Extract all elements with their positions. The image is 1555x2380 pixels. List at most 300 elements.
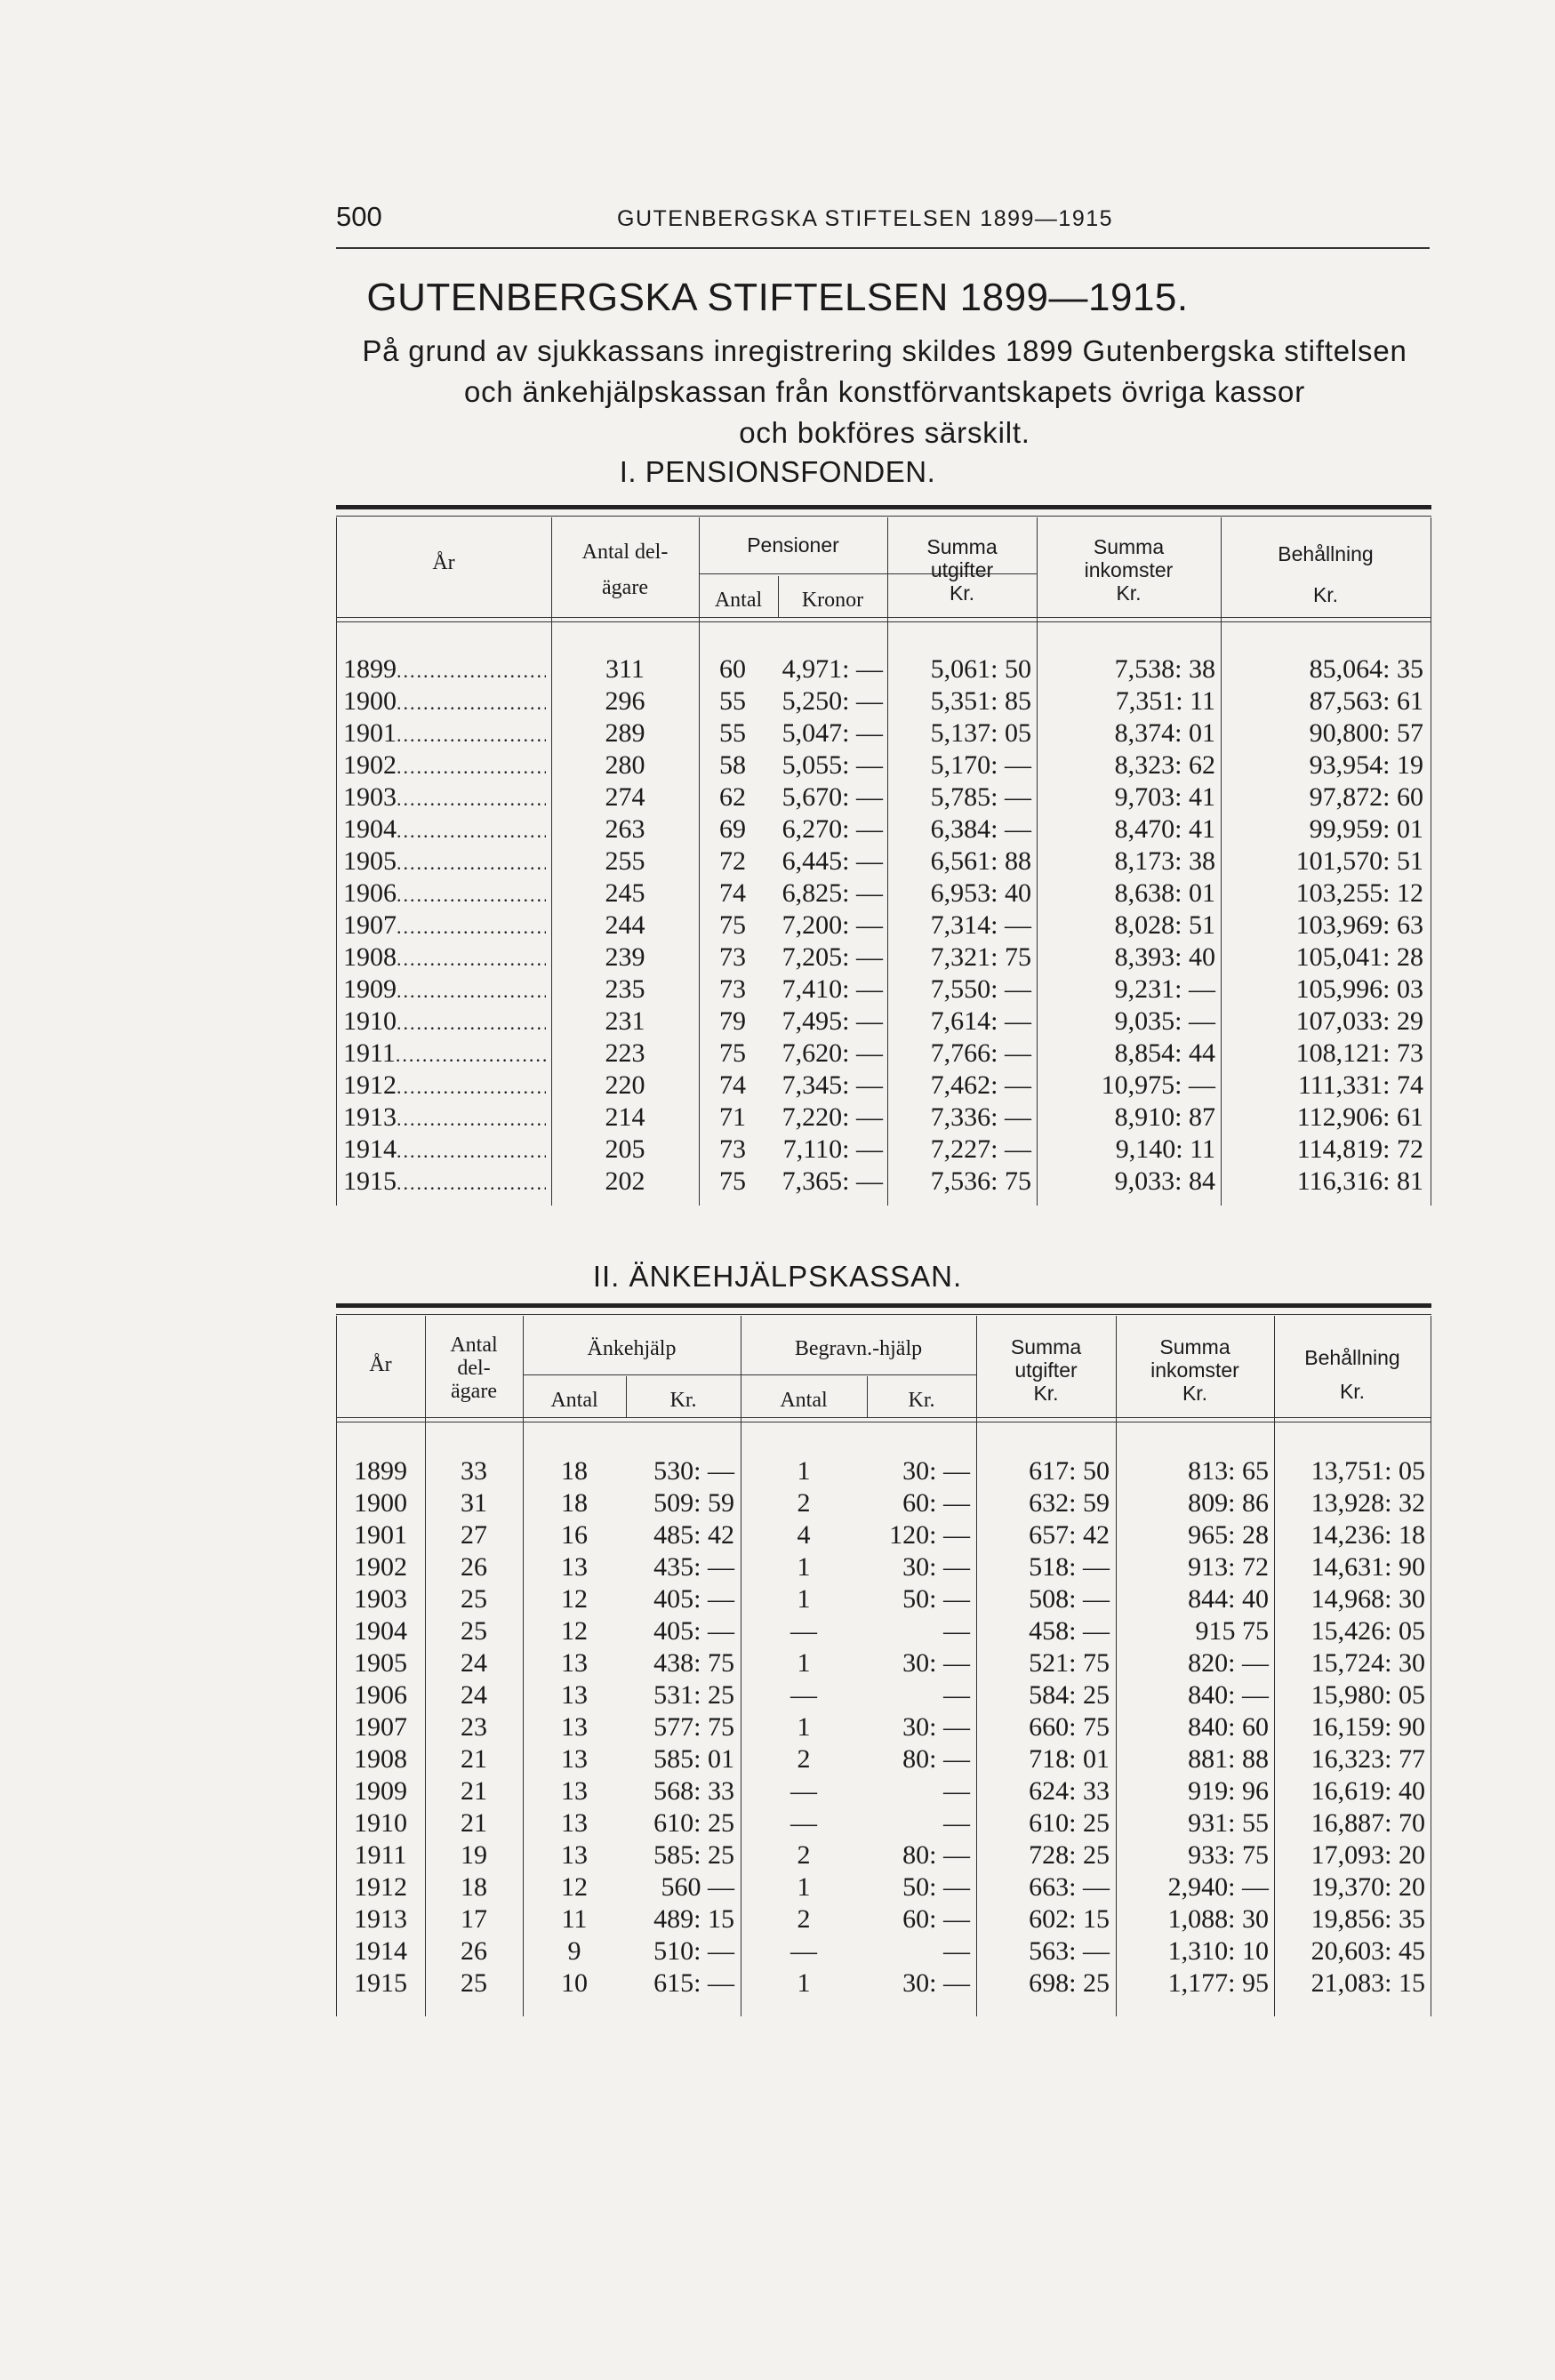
cell-income: 844: 40 [1188,1584,1269,1614]
cell-income: 840: 60 [1188,1712,1269,1742]
cell-members: 263 [605,814,645,844]
cell-pensions-kronor: 7,220: — [782,1102,883,1132]
cell-pensions-kronor: 5,250: — [782,686,883,716]
cell-expenses: 6,953: 40 [930,878,1031,908]
cell-balance: 19,370: 20 [1311,1872,1425,1902]
header-widow-aid-kr: Kr. [669,1389,697,1412]
cell-widow-aid-count: 13 [561,1808,588,1838]
cell-expenses: 7,614: — [930,1006,1031,1036]
cell-balance: 97,872: 60 [1309,782,1423,812]
cell-year: 1909 ..... [343,974,546,1005]
table-row [336,1456,1431,1487]
cell-members: 26 [461,1936,487,1966]
cell-expenses: 7,336: — [930,1102,1031,1132]
header-members-line: del- [457,1357,491,1380]
cell-year: 1908 [354,1744,407,1774]
cell-members: 24 [461,1680,487,1710]
cell-income: 2,940: — [1167,1872,1269,1902]
cell-members: 25 [461,1968,487,1998]
cell-burial-aid-count: 1 [797,1552,811,1582]
cell-income: 7,538: 38 [1114,654,1215,684]
intro-line: och bokföres särskilt. [739,416,1030,449]
cell-balance: 105,996: 03 [1295,974,1423,1004]
cell-year: 1903 [354,1584,407,1614]
cell-burial-aid-kr: 30: — [902,1968,970,1998]
cell-balance: 108,121: 73 [1295,1038,1423,1068]
table-row [336,1808,1431,1839]
cell-year: 1906 [354,1680,407,1710]
header-bottom-rule [336,617,1431,622]
cell-balance: 13,928: 32 [1311,1488,1425,1518]
header-expenses-line: utgifter [1014,1358,1078,1382]
cell-members: 280 [605,750,645,780]
header-year: År [432,551,455,574]
cell-income: 1,088: 30 [1167,1904,1269,1934]
cell-widow-aid-count: 13 [561,1680,588,1710]
cell-widow-aid-count: 13 [561,1840,588,1870]
cell-income: 881: 88 [1188,1744,1269,1774]
cell-year: 1911 ..... [343,1038,546,1069]
cell-members: 23 [461,1712,487,1742]
table-row [336,1904,1431,1935]
cell-income: 10,975: — [1101,1070,1215,1100]
cell-members: 244 [605,910,645,940]
header-members-line: Antal [450,1334,498,1357]
cell-year: 1915 ..... [343,1166,546,1197]
cell-burial-aid-count: 1 [797,1712,811,1742]
cell-pensions-kronor: 7,200: — [782,910,883,940]
cell-pensions-kronor: 5,670: — [782,782,883,812]
cell-income: 809: 86 [1188,1488,1269,1518]
cell-balance: 13,751: 05 [1311,1456,1425,1486]
table-row [336,1872,1431,1903]
cell-expenses: 458: — [1029,1616,1110,1646]
cell-members: 31 [461,1488,487,1518]
cell-year: 1906 ..... [343,878,546,909]
cell-pensions-kronor: 7,205: — [782,942,883,972]
cell-widow-aid-kr: 405: — [653,1616,734,1646]
header-balance-line: Behållning [1304,1346,1400,1369]
header-expenses-line: utgifter [930,558,994,581]
cell-income: 8,854: 44 [1114,1038,1215,1068]
cell-balance: 16,887: 70 [1311,1808,1425,1838]
cell-members: 231 [605,1006,645,1036]
cell-expenses: 698: 25 [1029,1968,1110,1998]
cell-year: 1914 ..... [343,1134,546,1165]
cell-members: 26 [461,1552,487,1582]
intro-line: och änkehjälpskassan från konstförvantskapets övriga kassor [463,375,1305,408]
table-row [336,1166,1431,1198]
cell-balance: 85,064: 35 [1309,654,1423,684]
cell-pensions-count: 75 [719,910,746,940]
cell-balance: 17,093: 20 [1311,1840,1425,1870]
cell-expenses: 617: 50 [1029,1456,1110,1486]
cell-pensions-kronor: 7,410: — [782,974,883,1004]
header-members-line: ägare [451,1380,497,1403]
cell-balance: 19,856: 35 [1311,1904,1425,1934]
cell-pensions-count: 55 [719,686,746,716]
cell-expenses: 660: 75 [1029,1712,1110,1742]
cell-year: 1902 [354,1552,407,1582]
cell-balance: 116,316: 81 [1296,1166,1423,1196]
cell-burial-aid-kr: 60: — [902,1488,970,1518]
cell-year: 1911 [354,1840,407,1870]
cell-year: 1910 [354,1808,407,1838]
cell-members: 33 [461,1456,487,1486]
cell-members: 214 [605,1102,645,1132]
table-row [336,654,1431,685]
cell-income: 1,310: 10 [1167,1936,1269,1966]
cell-balance: 21,083: 15 [1311,1968,1425,1998]
header-income [1037,535,1221,605]
cell-widow-aid-count: 13 [561,1648,588,1678]
cell-pensions-kronor: 5,055: — [782,750,883,780]
cell-balance: 112,906: 61 [1296,1102,1423,1132]
cell-pensions-count: 75 [719,1038,746,1068]
cell-burial-aid-kr: — [943,1616,970,1646]
cell-widow-aid-count: 10 [561,1968,588,1998]
cell-pensions-count: 62 [719,782,746,812]
cell-members: 255 [605,846,645,876]
cell-pensions-kronor: 5,047: — [782,718,883,748]
header-widow-aid: Änkehjälp [587,1337,677,1360]
cell-balance: 99,959: 01 [1309,814,1423,844]
cell-members: 274 [605,782,645,812]
cell-income: 8,638: 01 [1114,878,1215,908]
cell-pensions-kronor: 7,345: — [782,1070,883,1100]
table-row [336,1070,1431,1102]
cell-widow-aid-count: 11 [561,1904,588,1934]
cell-burial-aid-count: — [790,1680,817,1710]
cell-widow-aid-kr: 585: 25 [653,1840,734,1870]
cell-members: 245 [605,878,645,908]
table-row [336,814,1431,845]
cell-burial-aid-kr: — [943,1936,970,1966]
cell-members: 21 [461,1744,487,1774]
cell-pensions-kronor: 6,825: — [782,878,883,908]
cell-expenses: 7,550: — [930,974,1031,1004]
cell-expenses: 5,170: — [930,750,1031,780]
table-row [336,1488,1431,1519]
header-burial-aid: Begravn.-hjälp [794,1337,923,1360]
cell-burial-aid-count: 2 [797,1744,811,1774]
cell-expenses: 7,462: — [930,1070,1031,1100]
cell-widow-aid-kr: 405: — [653,1584,734,1614]
header-members [425,1334,523,1403]
cell-pensions-kronor: 6,445: — [782,846,883,876]
cell-members: 289 [605,718,645,748]
cell-year: 1912 ..... [343,1070,546,1101]
cell-year: 1900 ..... [343,686,546,717]
table-row [336,1584,1431,1615]
cell-burial-aid-count: 1 [797,1872,811,1902]
cell-balance: 20,603: 45 [1311,1936,1425,1966]
cell-income: 913: 72 [1188,1552,1269,1582]
table-row [336,1038,1431,1070]
table-row [336,1648,1431,1679]
header-widow-aid-count: Antal [550,1389,598,1412]
cell-pensions-count: 72 [719,846,746,876]
cell-expenses: 7,227: — [930,1134,1031,1164]
cell-year: 1915 [354,1968,407,1998]
cell-members: 220 [605,1070,645,1100]
cell-expenses: 718: 01 [1029,1744,1110,1774]
cell-widow-aid-count: 12 [561,1584,588,1614]
running-title: GUTENBERGSKA STIFTELSEN 1899—1915 [617,206,1114,231]
cell-expenses: 6,561: 88 [930,846,1031,876]
cell-expenses: 7,766: — [930,1038,1031,1068]
header-members-line1: Antal del- [581,541,669,564]
cell-pensions-count: 74 [719,1070,746,1100]
cell-members: 21 [461,1808,487,1838]
cell-income: 8,470: 41 [1114,814,1215,844]
header-balance-line: Behållning [1278,542,1374,565]
intro-line: På grund av sjukkassans inregistrering skildes 1899 Gutenbergska stiftelsen [362,334,1407,367]
table-row [336,942,1431,974]
cell-balance: 107,033: 29 [1295,1006,1423,1036]
cell-income: 7,351: 11 [1115,686,1215,716]
cell-widow-aid-kr: 560 — [661,1872,734,1902]
cell-widow-aid-kr: 577: 75 [653,1712,734,1742]
header-expenses-line: Kr. [949,581,975,605]
cell-pensions-kronor: 6,270: — [782,814,883,844]
header-rule [336,247,1430,249]
header-members-line2: ägare [602,576,648,599]
cell-burial-aid-count: 1 [797,1648,811,1678]
cell-widow-aid-kr: 530: — [653,1456,734,1486]
section-heading-widow-fund: II. ÄNKEHJÄLPSKASSAN. [592,1260,963,1293]
cell-widow-aid-kr: 615: — [653,1968,734,1998]
cell-burial-aid-kr: 30: — [902,1648,970,1678]
cell-balance: 105,041: 28 [1295,942,1423,972]
cell-pensions-count: 79 [719,1006,746,1036]
cell-year: 1907 [354,1712,407,1742]
cell-burial-aid-kr: — [943,1680,970,1710]
cell-widow-aid-kr: 438: 75 [653,1648,734,1678]
table-row [336,1102,1431,1134]
header-balance-line: Kr. [1312,583,1339,606]
cell-expenses: 7,536: 75 [930,1166,1031,1196]
cell-members: 21 [461,1776,487,1806]
header-income-line: inkomster [1084,558,1174,581]
cell-pensions-kronor: 7,620: — [782,1038,883,1068]
cell-income: 931: 55 [1188,1808,1269,1838]
cell-income: 9,703: 41 [1114,782,1215,812]
cell-burial-aid-kr: — [943,1808,970,1838]
cell-balance: 103,255: 12 [1295,878,1423,908]
cell-balance: 101,570: 51 [1295,846,1423,876]
cell-pensions-count: 71 [719,1102,746,1132]
header-bottom-rule [336,1417,1431,1422]
table-row [336,1616,1431,1647]
cell-widow-aid-count: 13 [561,1552,588,1582]
cell-balance: 16,323: 77 [1311,1744,1425,1774]
running-head [336,201,1430,245]
cell-members: 19 [461,1840,487,1870]
cell-year: 1909 [354,1776,407,1806]
cell-widow-aid-kr: 435: — [653,1552,734,1582]
cell-income: 8,393: 40 [1114,942,1215,972]
cell-members: 296 [605,686,645,716]
cell-year: 1901 [354,1520,407,1550]
cell-pensions-count: 74 [719,878,746,908]
cell-balance: 16,619: 40 [1311,1776,1425,1806]
cell-balance: 114,819: 72 [1296,1134,1423,1164]
cell-year: 1905 ..... [343,846,546,877]
cell-balance: 93,954: 19 [1309,750,1423,780]
cell-widow-aid-count: 12 [561,1616,588,1646]
cell-income: 9,033: 84 [1114,1166,1215,1196]
cell-widow-aid-count: 9 [567,1936,581,1966]
header-expenses-line: Summa [1010,1335,1082,1358]
cell-pensions-count: 55 [719,718,746,748]
cell-year: 1913 ..... [343,1102,546,1133]
cell-expenses: 663: — [1029,1872,1110,1902]
header-pensions-count: Antal [714,589,763,612]
table-row [336,686,1431,717]
cell-expenses: 657: 42 [1029,1520,1110,1550]
cell-income: 1,177: 95 [1167,1968,1269,1998]
table-row [336,1520,1431,1551]
cell-balance: 14,968: 30 [1311,1584,1425,1614]
header-burial-aid-kr: Kr. [908,1389,935,1412]
cell-expenses: 584: 25 [1029,1680,1110,1710]
table-row [336,1552,1431,1583]
table-row [336,846,1431,877]
cell-year: 1899 ..... [343,654,546,685]
cell-members: 235 [605,974,645,1004]
cell-income: 8,374: 01 [1114,718,1215,748]
cell-widow-aid-kr: 585: 01 [653,1744,734,1774]
cell-income: 915 75 [1195,1616,1269,1646]
header-members [551,541,699,599]
header-income-line: Kr. [1116,581,1142,605]
cell-expenses: 5,351: 85 [930,686,1031,716]
cell-year: 1907 ..... [343,910,546,941]
cell-expenses: 728: 25 [1029,1840,1110,1870]
cell-widow-aid-kr: 531: 25 [653,1680,734,1710]
cell-members: 239 [605,942,645,972]
cell-expenses: 521: 75 [1029,1648,1110,1678]
cell-balance: 111,331: 74 [1297,1070,1423,1100]
cell-burial-aid-count: 1 [797,1584,811,1614]
cell-pensions-count: 75 [719,1166,746,1196]
header-pensions: Pensioner [747,533,839,557]
cell-burial-aid-kr: — [943,1776,970,1806]
header-income-line: Summa [1093,535,1165,558]
cell-balance: 14,631: 90 [1311,1552,1425,1582]
table-top-rule [336,1303,1431,1308]
cell-income: 9,231: — [1114,974,1215,1004]
cell-members: 25 [461,1584,487,1614]
cell-expenses: 563: — [1029,1936,1110,1966]
cell-balance: 15,426: 05 [1311,1616,1425,1646]
cell-year: 1905 [354,1648,407,1678]
cell-income: 9,035: — [1114,1006,1215,1036]
cell-widow-aid-count: 18 [561,1456,588,1486]
header-expenses-line: Summa [926,535,998,558]
cell-pensions-count: 58 [719,750,746,780]
cell-balance: 16,159: 90 [1311,1712,1425,1742]
cell-burial-aid-count: 2 [797,1840,811,1870]
intro-paragraph [320,331,1449,453]
cell-widow-aid-kr: 510: — [653,1936,734,1966]
header-expenses-line: Kr. [1033,1382,1059,1405]
cell-pensions-count: 73 [719,942,746,972]
header-expenses [887,535,1037,605]
cell-members: 25 [461,1616,487,1646]
cell-widow-aid-count: 13 [561,1776,588,1806]
cell-expenses: 632: 59 [1029,1488,1110,1518]
cell-year: 1904 ..... [343,814,546,845]
table-row [336,1680,1431,1711]
cell-income: 965: 28 [1188,1520,1269,1550]
cell-burial-aid-kr: 80: — [902,1744,970,1774]
cell-burial-aid-kr: 50: — [902,1872,970,1902]
cell-burial-aid-count: — [790,1808,817,1838]
cell-members: 205 [605,1134,645,1164]
cell-year: 1903 ..... [343,782,546,813]
cell-year: 1900 [354,1488,407,1518]
cell-burial-aid-kr: 80: — [902,1840,970,1870]
table-top-rule [336,505,1431,509]
cell-burial-aid-count: 2 [797,1488,811,1518]
table-row [336,1968,1431,1999]
cell-burial-aid-kr: 30: — [902,1552,970,1582]
cell-pensions-count: 73 [719,974,746,1004]
table-row [336,782,1431,813]
page-number: 500 [336,201,382,232]
cell-widow-aid-kr: 509: 59 [653,1488,734,1518]
cell-burial-aid-count: 2 [797,1904,811,1934]
cell-burial-aid-kr: 60: — [902,1904,970,1934]
header-income-line: Summa [1159,1335,1230,1358]
table-row [336,878,1431,910]
header-burial-aid-count: Antal [780,1389,828,1412]
cell-widow-aid-count: 16 [561,1520,588,1550]
table-row [336,910,1431,942]
cell-widow-aid-count: 13 [561,1744,588,1774]
header-balance [1221,542,1431,606]
cell-widow-aid-kr: 485: 42 [653,1520,734,1550]
cell-expenses: 602: 15 [1029,1904,1110,1934]
cell-balance: 90,800: 57 [1309,718,1423,748]
table-top-rule-thin [336,516,1431,517]
cell-burial-aid-count: — [790,1776,817,1806]
cell-widow-aid-kr: 610: 25 [653,1808,734,1838]
table-row [336,1134,1431,1166]
cell-members: 18 [461,1872,487,1902]
cell-widow-aid-count: 18 [561,1488,588,1518]
table-row [336,1840,1431,1871]
cell-year: 1904 [354,1616,407,1646]
table-row [336,1776,1431,1807]
header-balance [1274,1346,1431,1403]
cell-members: 202 [605,1166,645,1196]
cell-pensions-kronor: 4,971: — [782,654,883,684]
cell-burial-aid-count: 1 [797,1968,811,1998]
cell-pensions-kronor: 7,495: — [782,1006,883,1036]
cell-burial-aid-kr: 50: — [902,1584,970,1614]
cell-income: 813: 65 [1188,1456,1269,1486]
cell-year: 1914 [354,1936,407,1966]
cell-members: 311 [605,654,645,684]
header-pensions-kronor: Kronor [801,589,864,612]
cell-pensions-count: 69 [719,814,746,844]
header-expenses [976,1335,1116,1405]
cell-widow-aid-kr: 489: 15 [653,1904,734,1934]
table-row [336,1712,1431,1743]
